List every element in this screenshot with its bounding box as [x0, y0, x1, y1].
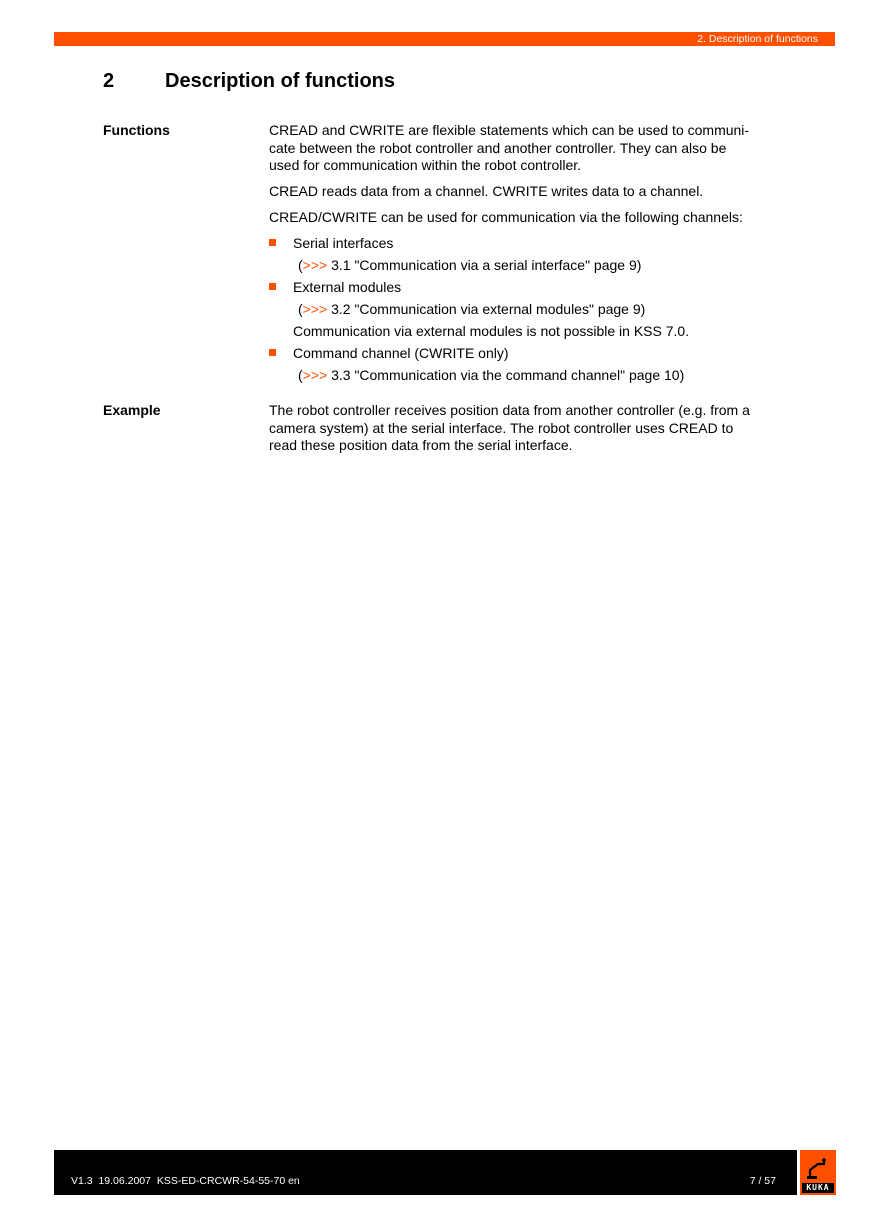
text-line: read these position data from the serial interface. — [269, 437, 573, 453]
page-number: 7 / 57 — [749, 1175, 776, 1187]
text-line: CREAD and CWRITE are flexible statements which can be used to communi- — [269, 122, 750, 138]
ref-text: 3.2 "Communication via external modules" page 9) — [327, 301, 646, 317]
chapter-title: Description of functions — [165, 70, 395, 92]
text-line: used for communication within the robot controller. — [269, 157, 582, 173]
ref-open: ( — [298, 367, 303, 383]
cross-reference[interactable] — [298, 367, 684, 384]
version-info: V1.3 19.06.2007 KSS-ED-CRCWR-54-55-70 en — [71, 1175, 300, 1187]
list-item-note: Communication via external modules is not possible in KSS 7.0. — [293, 323, 690, 339]
logo-wordmark: KUKA — [802, 1183, 834, 1193]
ref-text: 3.3 "Communication via the command channel" page 10) — [327, 367, 685, 383]
cross-reference[interactable] — [298, 257, 641, 274]
list-item-label: External modules — [293, 279, 402, 295]
text-line: The robot controller receives position data from another controller (e.g. from a — [269, 402, 750, 418]
ref-arrow-icon: >>> — [302, 367, 328, 383]
ref-arrow-icon: >>> — [302, 301, 328, 317]
bullet-square-icon — [269, 283, 276, 290]
text-line: camera system) at the serial interface. The robot controller uses CREAD to — [269, 420, 734, 436]
ref-open: ( — [298, 301, 303, 317]
kuka-logo-icon — [800, 1150, 836, 1195]
example-label: Example — [103, 402, 161, 418]
ref-text: 3.1 "Communication via a serial interface" page 9) — [327, 257, 642, 273]
bullet-square-icon — [269, 349, 276, 356]
bullet-square-icon — [269, 239, 276, 246]
running-header: 2. Description of functions — [697, 33, 818, 45]
chapter-number: 2 — [103, 70, 115, 92]
ref-open: ( — [298, 257, 303, 273]
functions-para-3: CREAD/CWRITE can be used for communication via the following channels: — [269, 209, 743, 225]
list-item-label: Command channel (CWRITE only) — [293, 345, 509, 361]
cross-reference[interactable] — [298, 301, 645, 318]
header-bar — [54, 32, 835, 46]
footer-bar — [54, 1150, 797, 1195]
robot-arm-icon — [800, 1150, 836, 1184]
list-item-label: Serial interfaces — [293, 235, 394, 251]
functions-label: Functions — [103, 122, 170, 138]
functions-para-2: CREAD reads data from a channel. CWRITE writes data to a channel. — [269, 183, 704, 199]
ref-arrow-icon: >>> — [302, 257, 328, 273]
text-line: cate between the robot controller and another controller. They can also be — [269, 140, 727, 156]
